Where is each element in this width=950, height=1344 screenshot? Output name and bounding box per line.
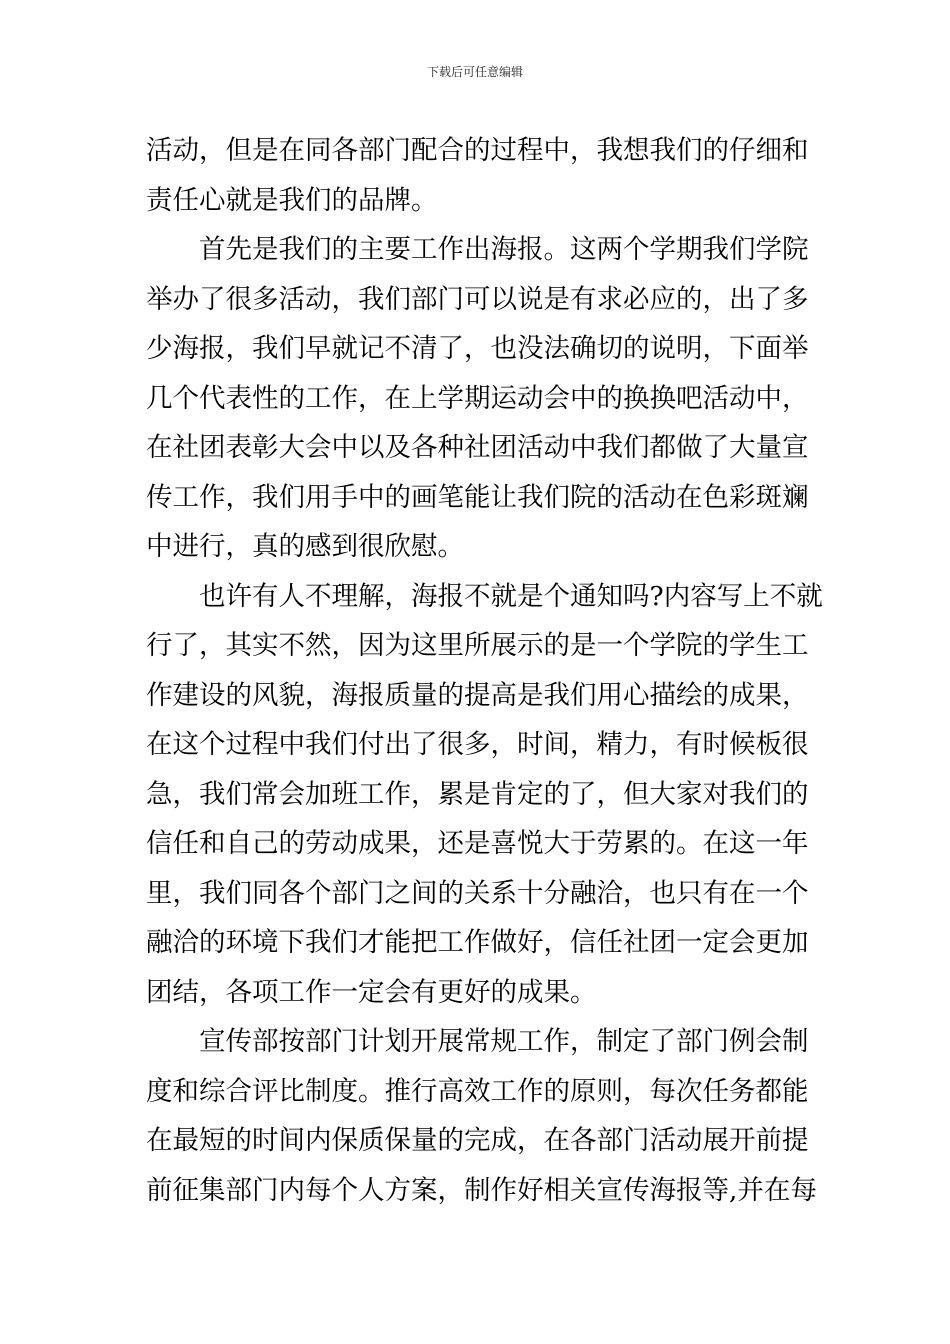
document-body (146, 126, 823, 1215)
text-line: 责任心就是我们的品牌。 (146, 184, 438, 216)
text-line: 在最短的时间内保质保量的完成，在各部门活动展开前提 (146, 1125, 809, 1156)
paragraph-first-line: 首先是我们的主要工作出海报。这两个学期我们学院 (199, 234, 809, 265)
text-line: 度和综合评比制度。推行高效工作的原则，每次任务都能 (146, 1075, 809, 1107)
text-line: 少海报，我们早就记不清了，也没法确切的说明，下面举 (146, 333, 809, 364)
text-line: 举办了很多活动，我们部门可以说是有求必应的，出了多 (146, 283, 809, 315)
text-line: 传工作，我们用手中的画笔能让我们院的活动在色彩斑斓 (146, 481, 809, 513)
text-line: 作建设的风貌，海报质量的提高是我们用心描绘的成果， (146, 679, 809, 711)
paragraph-first-line: 也许有人不理解，海报不就是个通知吗?内容写上不就 (199, 580, 823, 612)
text-line: 行了，其实不然，因为这里所展示的是一个学院的学生工 (146, 630, 809, 661)
text-line: 中进行，真的感到很欣慰。 (146, 531, 464, 562)
text-line: 在这个过程中我们付出了很多，时间，精力，有时候板很 (146, 729, 809, 760)
text-line: 里，我们同各个部门之间的关系十分融洽，也只有在一个 (146, 877, 809, 909)
text-line: 几个代表性的工作，在上学期运动会中的换换吧活动中， (146, 382, 809, 414)
text-line: 信任和自己的劳动成果，还是喜悦大于劳累的。在这一年 (146, 828, 809, 859)
paragraph-first-line: 宣传部按部门计划开展常规工作，制定了部门例会制 (199, 1026, 809, 1057)
page-header: 下载后可任意编辑 (426, 65, 523, 79)
text-line: 活动，但是在同各部门配合的过程中，我想我们的仔细和 (146, 135, 809, 166)
text-line: 团结，各项工作一定会有更好的成果。 (146, 976, 597, 1008)
text-line: 融洽的环境下我们才能把工作做好，信任社团一定会更加 (146, 927, 809, 958)
text-line: 急，我们常会加班工作，累是肯定的了，但大家对我们的 (146, 778, 809, 810)
text-line: 前征集部门内每个人方案，制作好相关宣传海报等,并在每 (146, 1174, 817, 1206)
text-line: 在社团表彰大会中以及各种社团活动中我们都做了大量宣 (146, 432, 809, 463)
